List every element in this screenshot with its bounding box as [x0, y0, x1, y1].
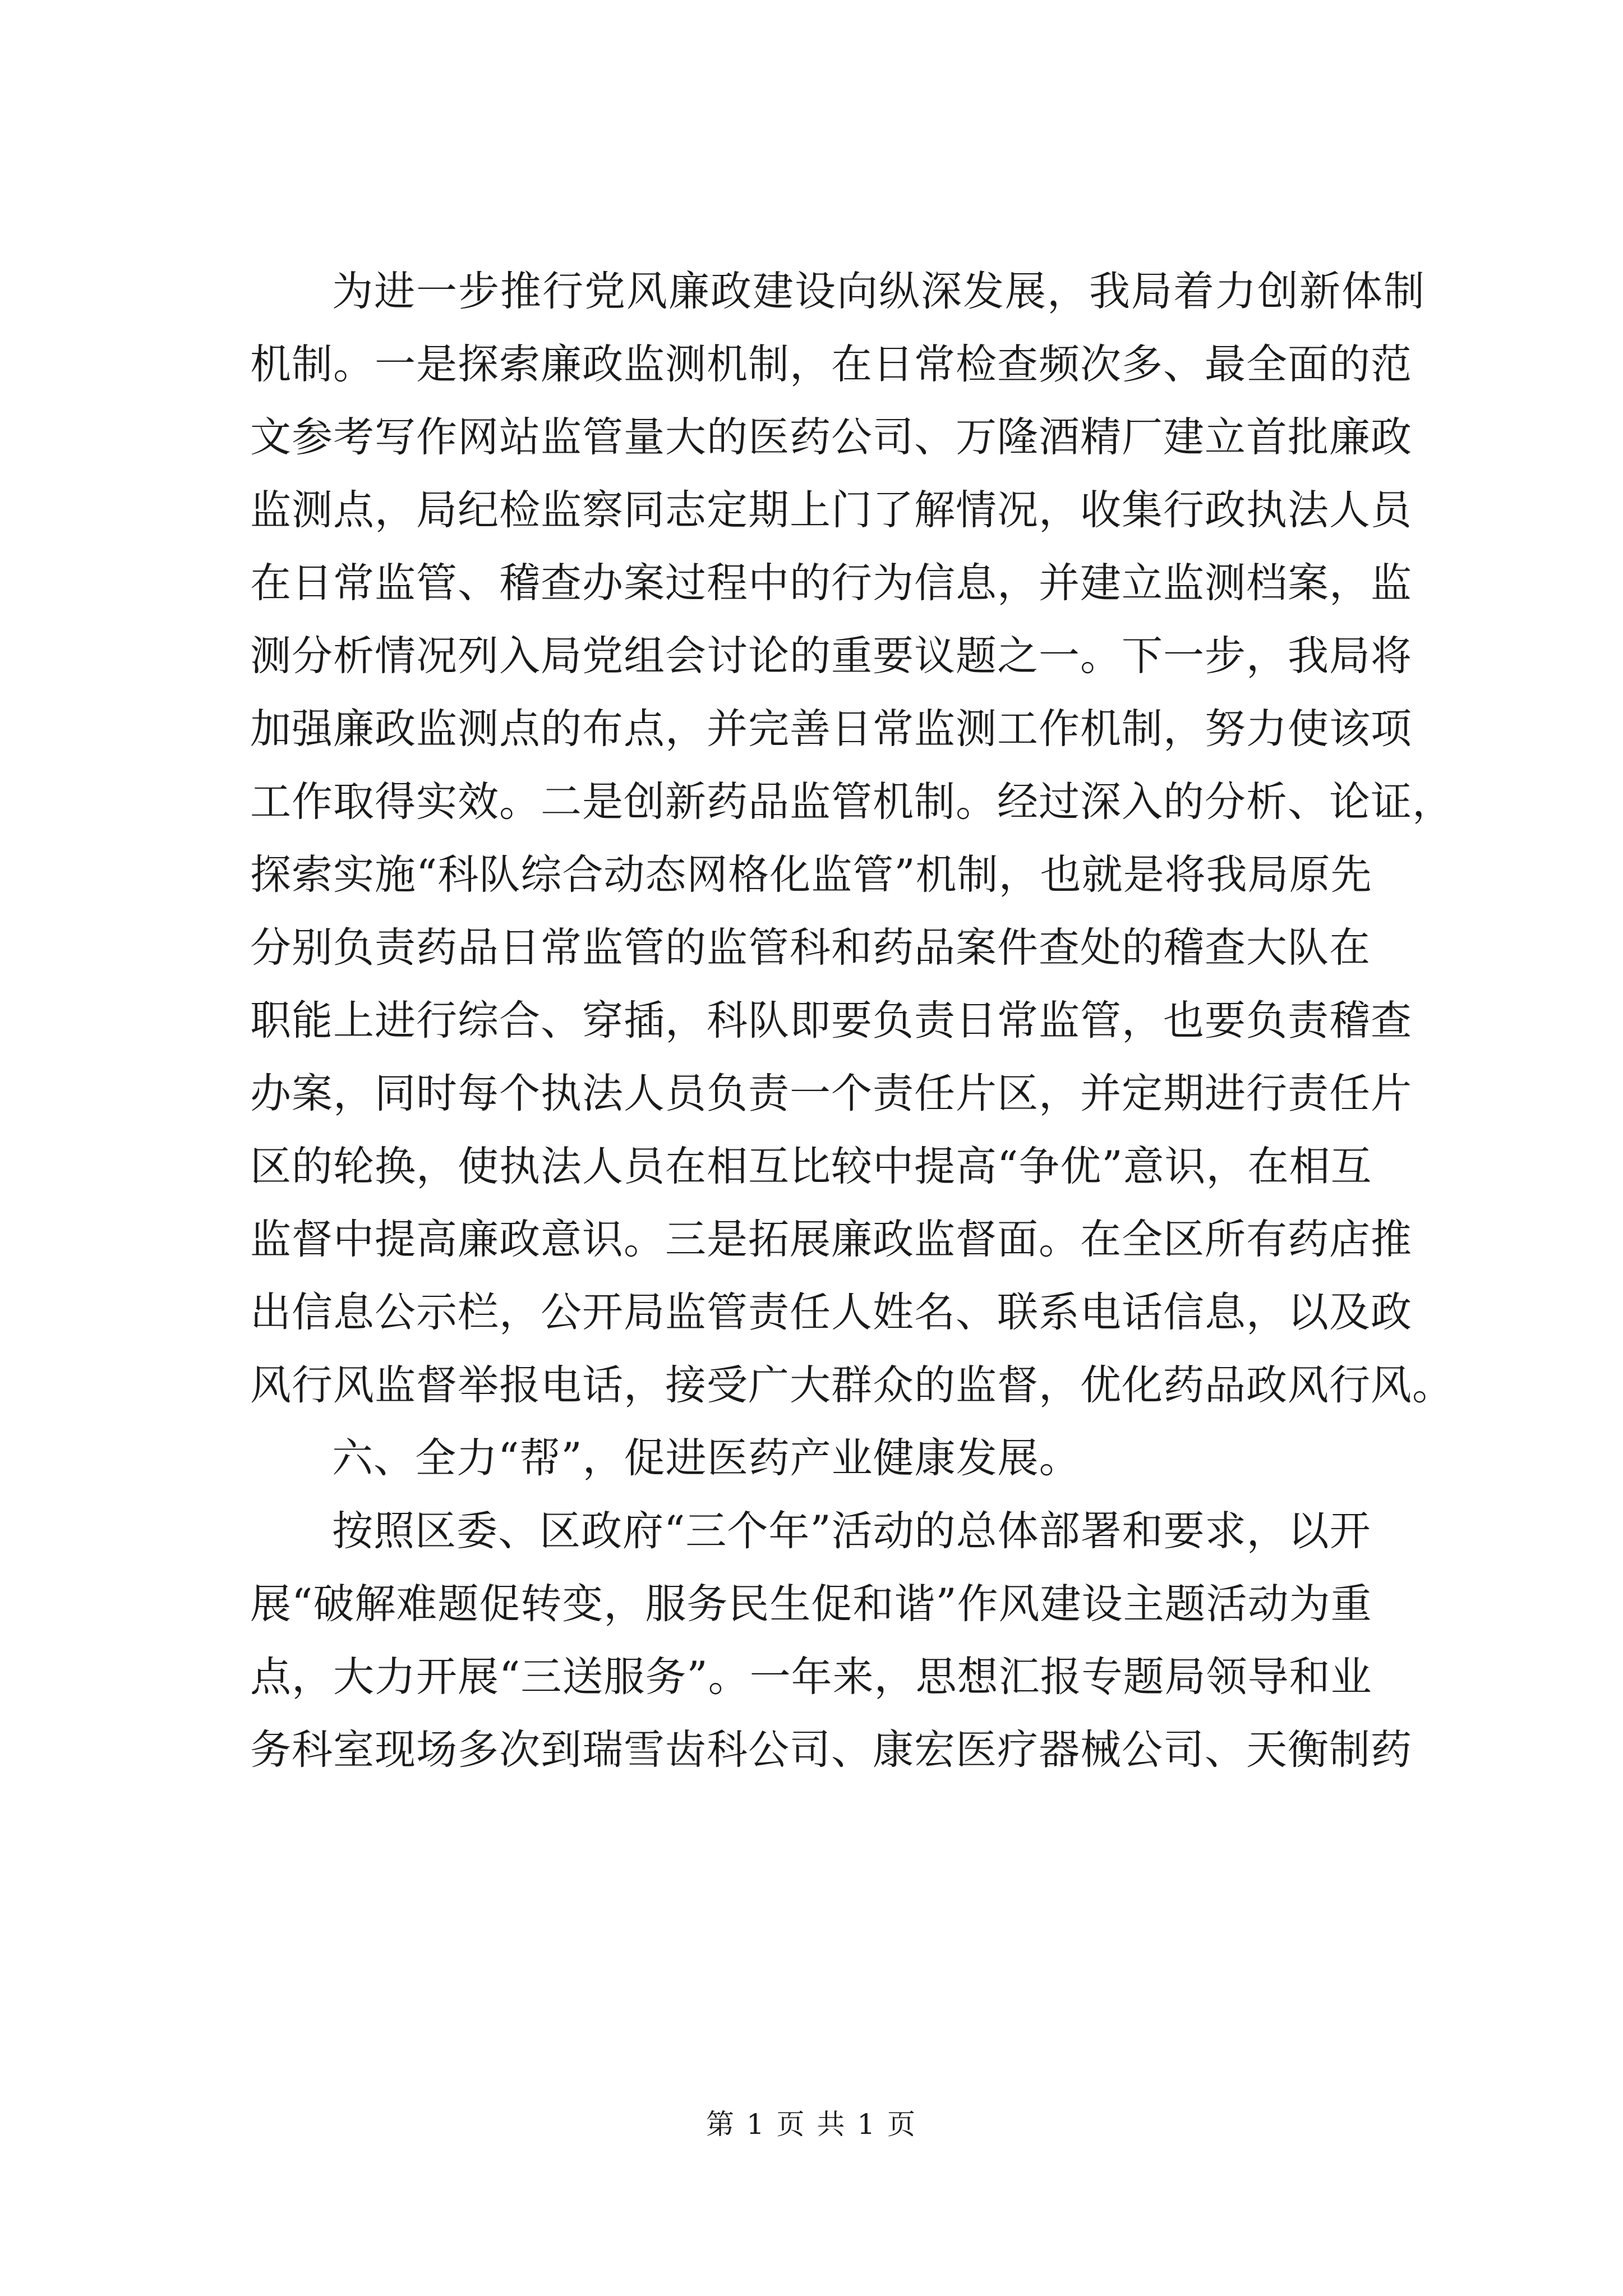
paragraph-line: 风行风监督举报电话，接受广大群众的监督，优化药品政风行风。	[250, 1361, 1454, 1409]
paragraph-line: 文参考写作网站监管量大的医药公司、万隆酒精厂建立首批廉政	[250, 413, 1412, 461]
paragraph-line: 探索实施“科队综合动态网格化监管”机制，也就是将我局原先	[250, 851, 1372, 899]
paragraph-line: 监督中提高廉政意识。三是拓展廉政监督面。在全区所有药店推	[250, 1216, 1412, 1263]
paragraph-line: 办案，同时每个执法人员负责一个责任片区，并定期进行责任片	[250, 1070, 1412, 1117]
paragraph-line: 机制。一是探索廉政监测机制，在日常检查频次多、最全面的范	[250, 341, 1412, 388]
paragraph-line: 分别负责药品日常监管的监管科和药品案件查处的稽查大队在	[250, 924, 1371, 972]
paragraph-line: 区的轮换，使执法人员在相互比较中提高“争优”意识，在相互	[250, 1143, 1372, 1190]
paragraph-line: 在日常监管、稽查办案过程中的行为信息，并建立监测档案，监	[250, 559, 1412, 607]
section-heading: 六、全力“帮”，促进医药产业健康发展。	[332, 1434, 1081, 1482]
paragraph-line: 务科室现场多次到瑞雪齿科公司、康宏医疗器械公司、天衡制药	[250, 1726, 1412, 1774]
paragraph-line: 按照区委、区政府“三个年”活动的总体部署和要求，以开	[332, 1507, 1371, 1555]
paragraph-line: 为进一步推行党风廉政建设向纵深发展，我局着力创新体制	[332, 268, 1426, 315]
paragraph-line: 出信息公示栏，公开局监管责任人姓名、联系电话信息，以及政	[250, 1289, 1412, 1336]
paragraph-line: 加强廉政监测点的布点，并完善日常监测工作机制，努力使该项	[250, 705, 1412, 753]
paragraph-line: 监测点，局纪检监察同志定期上门了解情况，收集行政执法人员	[250, 486, 1412, 534]
document-body	[250, 255, 1454, 1787]
paragraph-line: 工作取得实效。二是创新药品监管机制。经过深入的分析、论证，	[250, 778, 1454, 826]
paragraph-line: 点，大力开展“三送服务”。一年来，思想汇报专题局领导和业	[250, 1653, 1372, 1701]
paragraph-line: 测分析情况列入局党组会讨论的重要议题之一。下一步，我局将	[250, 632, 1412, 680]
page-footer: 第 1 页 共 1 页	[706, 2108, 917, 2141]
paragraph-line: 展“破解难题促转变，服务民生促和谐”作风建设主题活动为重	[250, 1580, 1372, 1628]
paragraph-line: 职能上进行综合、穿插，科队即要负责日常监管，也要负责稽查	[250, 997, 1412, 1045]
